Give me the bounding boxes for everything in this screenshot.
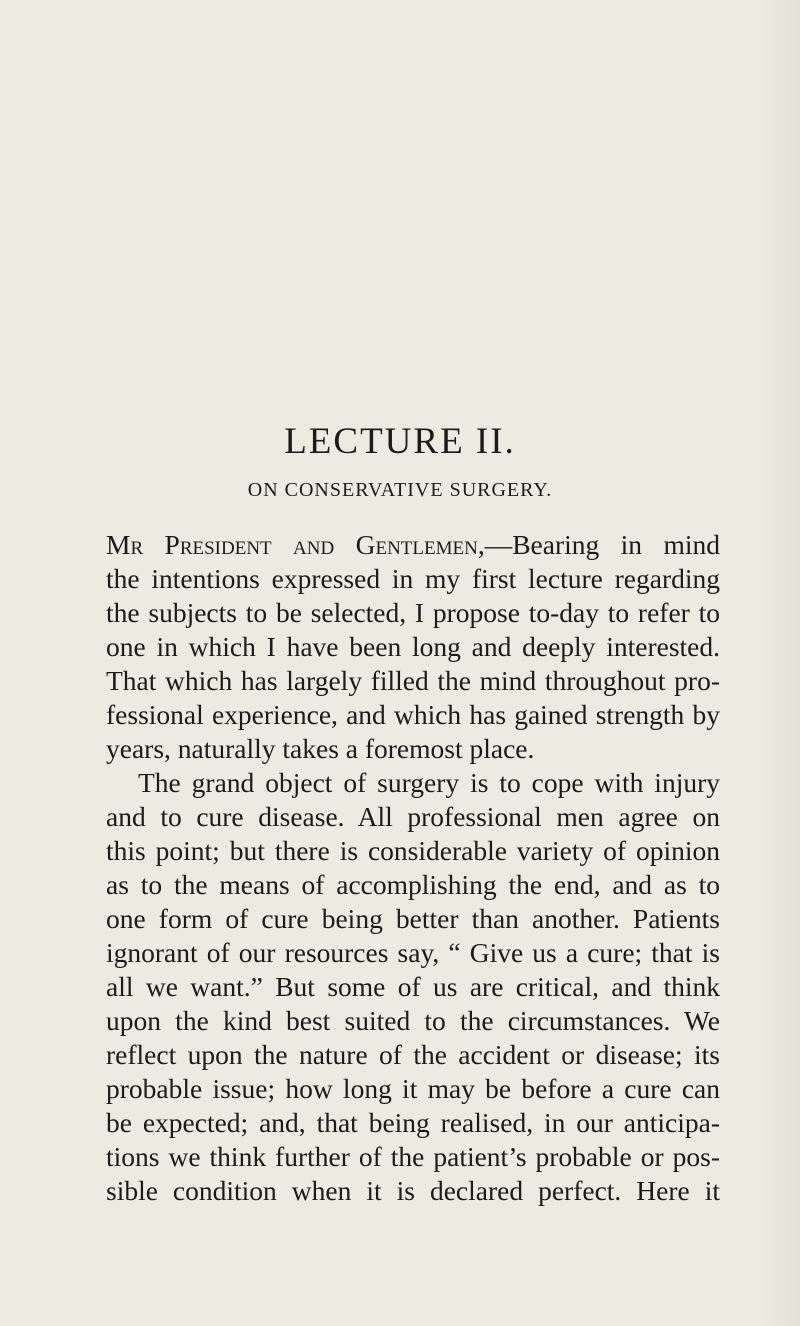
text-line-20: sible condition when it is declared perfect. Here it: [106, 1175, 720, 1206]
opening-salutation: Mr President and Gentlemen,: [106, 529, 485, 560]
text-line-17: probable issue; how long it may be before a cure can: [106, 1073, 720, 1104]
text-line-10: this point; but there is considerable variety of opinion: [106, 835, 720, 866]
text-line-9: and to cure disease. All professional men agree on: [106, 801, 720, 832]
text-line-12: one form of cure being better than another. Patients: [106, 903, 720, 934]
text-line-19: tions we think further of the patient’s probable or pos-: [106, 1141, 720, 1172]
text-line-7: years, naturally takes a foremost place.: [106, 733, 535, 764]
text-line-16: reflect upon the nature of the accident or disease; its: [106, 1039, 720, 1070]
text-line-5: That which has largely filled the mind throughout pro-: [106, 665, 720, 696]
text-line-1-rest: —Bearing in mind: [484, 529, 720, 560]
text-line-11: as to the means of accomplishing the end, and as to: [106, 869, 720, 900]
text-line-14: all we want.” But some of us are critical, and think: [106, 971, 720, 1002]
text-line-13: ignorant of our resources say, “ Give us a cure; that is: [106, 937, 720, 968]
text-line-1: [106, 528, 720, 562]
text-line-6: fessional experience, and which has gained strength by: [106, 699, 720, 730]
text-line-2: the intentions expressed in my first lecture regarding: [106, 563, 720, 594]
text-line-8: The grand object of surgery is to cope with injury: [138, 767, 720, 798]
page-edge-shading: [760, 0, 800, 1326]
text-line-4: one in which I have been long and deeply interested.: [106, 631, 720, 662]
lecture-subtitle: ON CONSERVATIVE SURGERY.: [247, 479, 553, 501]
text-line-15: upon the kind best suited to the circumstances. We: [106, 1005, 720, 1036]
text-line-18: be expected; and, that being realised, in our anticipa-: [106, 1107, 720, 1138]
lecture-title: LECTURE II.: [284, 421, 516, 462]
text-line-3: the subjects to be selected, I propose to-day to refer to: [106, 597, 720, 628]
